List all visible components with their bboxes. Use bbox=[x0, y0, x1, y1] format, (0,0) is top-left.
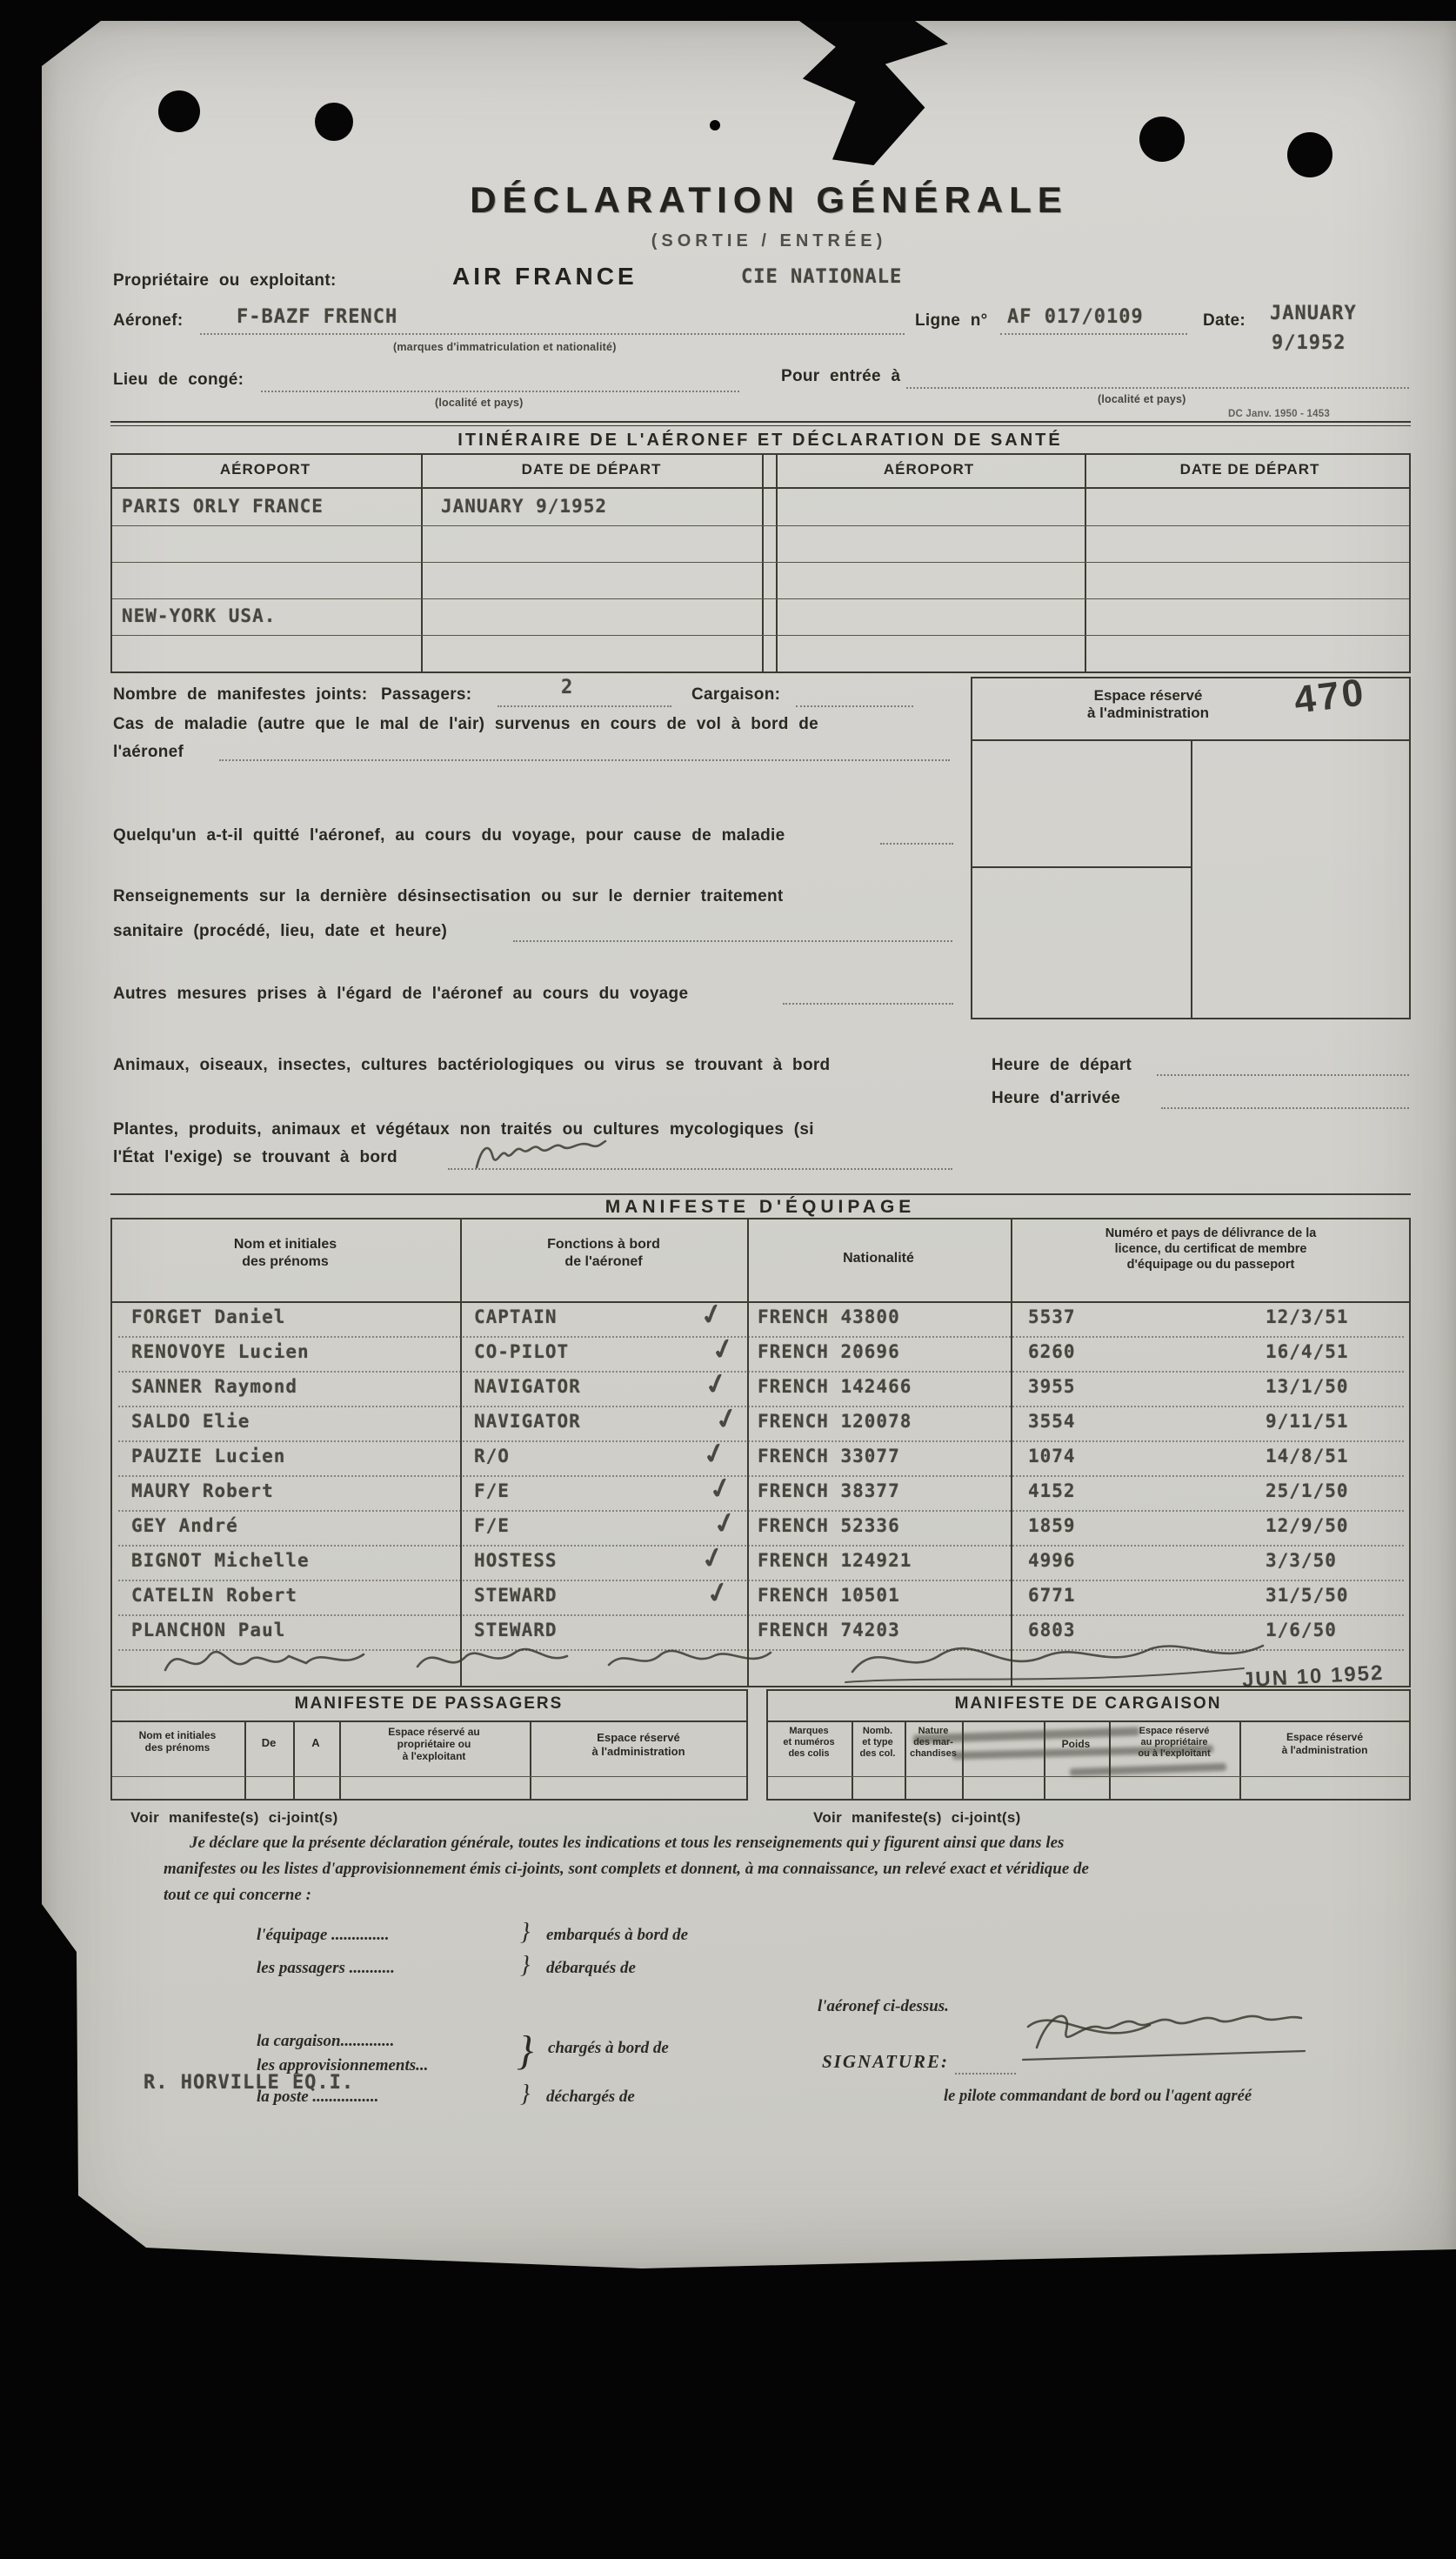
col-passenger-name: des prénoms bbox=[144, 1741, 210, 1754]
cargo-manifest-title: MANIFESTE DE CARGAISON bbox=[954, 1694, 1222, 1713]
col-marks: Marques bbox=[789, 1726, 829, 1736]
crew-license-date: 3/3/50 bbox=[1266, 1550, 1337, 1571]
col-number-type: Nomb. bbox=[862, 1726, 893, 1736]
table-divider bbox=[530, 1720, 531, 1801]
brace: } bbox=[520, 1919, 531, 1946]
arrival-time-label: Heure d'arrivée bbox=[992, 1089, 1121, 1107]
crew-function: HOSTESS bbox=[474, 1550, 558, 1571]
row-line bbox=[118, 1336, 1404, 1338]
crew-license-date: 13/1/50 bbox=[1266, 1376, 1349, 1397]
table-line bbox=[768, 1776, 1409, 1777]
aircraft-above-text: l'aéronef ci-dessus. bbox=[818, 1997, 949, 2015]
crew-license: 4152 bbox=[1028, 1480, 1076, 1501]
crew-license: 6260 bbox=[1028, 1341, 1076, 1362]
table-divider bbox=[293, 1720, 295, 1801]
declaration-line1: Je déclare que la présente déclaration générale, toutes les indications et tous les renseignements qui y figurent ainsi que dans les bbox=[190, 1834, 1065, 1852]
owner-value: AIR FRANCE bbox=[452, 263, 638, 290]
col-admin-space: Espace réservé bbox=[597, 1731, 680, 1744]
row-line bbox=[118, 1580, 1404, 1581]
crew-nationality: FRENCH 120078 bbox=[758, 1411, 912, 1432]
q-animals: Animaux, oiseaux, insectes, cultures bactériologiques ou virus se trouvant à bord bbox=[113, 1056, 831, 1074]
crew-license: 1859 bbox=[1028, 1515, 1076, 1536]
leave-label: Lieu de congé: bbox=[113, 371, 244, 389]
disembarked-text: débarqués de bbox=[546, 1959, 636, 1977]
table-line bbox=[110, 487, 1411, 489]
table-divider bbox=[1011, 1218, 1012, 1687]
divider bbox=[110, 1193, 1411, 1195]
signature-label: SIGNATURE: bbox=[822, 2051, 950, 2072]
crew-license-date: 12/9/50 bbox=[1266, 1515, 1349, 1536]
crew-name: SALDO Elie bbox=[131, 1411, 250, 1432]
aircraft-label: Aéronef: bbox=[113, 311, 184, 330]
entry-note: (localité et pays) bbox=[1098, 393, 1186, 405]
dotted-line bbox=[261, 390, 739, 392]
item-supplies: les approvisionnements... bbox=[257, 2056, 429, 2075]
row-line bbox=[118, 1614, 1404, 1616]
item-mail: la poste ................ bbox=[257, 2088, 379, 2106]
checkmark: ✓ bbox=[701, 1366, 731, 1402]
col-nature: chandises bbox=[910, 1748, 957, 1759]
crew-name: GEY André bbox=[131, 1515, 238, 1536]
departure-time-label: Heure de départ bbox=[992, 1056, 1132, 1074]
brace: } bbox=[517, 2028, 534, 2074]
date-stamp: JUN 10 1952 bbox=[1241, 1660, 1386, 1693]
crew-function: STEWARD bbox=[474, 1620, 558, 1640]
crew-license: 1074 bbox=[1028, 1446, 1076, 1467]
crew-name: FORGET Daniel bbox=[131, 1306, 286, 1327]
line-value: AF 017/0109 bbox=[1007, 306, 1144, 328]
table-line bbox=[766, 1720, 1411, 1722]
row-line bbox=[118, 1510, 1404, 1512]
checkmark: ✓ bbox=[710, 1505, 740, 1541]
crew-nationality: FRENCH 33077 bbox=[758, 1446, 900, 1467]
col-number-type: et type bbox=[862, 1737, 893, 1747]
dotted-line bbox=[200, 332, 905, 335]
table-divider bbox=[460, 1218, 462, 1687]
checkmark: ✓ bbox=[708, 1331, 738, 1367]
document-title: DÉCLARATION GÉNÉRALE bbox=[470, 179, 1068, 220]
dotted-line bbox=[880, 842, 953, 845]
admin-box-label: Espace réservé bbox=[1093, 687, 1203, 704]
itinerary-date: JANUARY 9/1952 bbox=[441, 496, 608, 517]
owner-label: Propriétaire ou exploitant: bbox=[113, 271, 337, 290]
col-operator-space: ou à l'exploitant bbox=[1138, 1748, 1211, 1759]
col-airport: AÉROPORT bbox=[883, 461, 975, 478]
crew-col-license: d'équipage ou du passeport bbox=[1126, 1258, 1295, 1272]
crew-nationality: FRENCH 38377 bbox=[758, 1480, 900, 1501]
aircraft-value: F-BAZF FRENCH bbox=[237, 306, 398, 328]
crew-manifest-title: MANIFESTE D'ÉQUIPAGE bbox=[604, 1197, 916, 1217]
col-admin-space: à l'administration bbox=[591, 1745, 685, 1758]
crew-function: NAVIGATOR bbox=[474, 1376, 581, 1397]
table-divider bbox=[339, 1720, 341, 1801]
embarked-text: embarqués à bord de bbox=[546, 1926, 689, 1944]
col-admin-space: Espace réservé bbox=[1286, 1731, 1364, 1743]
col-departure: DATE DE DÉPART bbox=[1179, 461, 1320, 478]
admin-box-label: à l'administration bbox=[1086, 705, 1210, 721]
handwritten-note bbox=[470, 1131, 609, 1181]
col-marks: et numéros bbox=[783, 1737, 835, 1747]
crew-license: 3955 bbox=[1028, 1376, 1076, 1397]
crew-col-license: licence, du certificat de membre bbox=[1114, 1242, 1307, 1256]
signature-caption: le pilote commandant de bord ou l'agent agréé bbox=[944, 2088, 1252, 2105]
row-line bbox=[118, 1475, 1404, 1477]
crew-license-date: 14/8/51 bbox=[1266, 1446, 1349, 1467]
crew-nationality: FRENCH 52336 bbox=[758, 1515, 900, 1536]
punch-hole bbox=[1139, 117, 1185, 162]
q-left-aircraft: Quelqu'un a-t-il quitté l'aéronef, au cours du voyage, pour cause de maladie bbox=[113, 826, 785, 845]
crew-nationality: FRENCH 124921 bbox=[758, 1550, 912, 1571]
checkmark: ✓ bbox=[703, 1574, 733, 1611]
col-operator-space: au propriétaire bbox=[1140, 1737, 1208, 1747]
table-line bbox=[110, 1301, 1411, 1303]
table-divider bbox=[1239, 1720, 1241, 1801]
crew-license: 6803 bbox=[1028, 1620, 1076, 1640]
crew-license-date: 12/3/51 bbox=[1266, 1306, 1349, 1327]
crew-col-function: de l'aéronef bbox=[564, 1254, 643, 1269]
crew-name: PLANCHON Paul bbox=[131, 1620, 286, 1640]
col-marks: des colis bbox=[788, 1748, 830, 1759]
agent-name: R. HORVILLE EQ.I. bbox=[144, 2072, 355, 2094]
passengers-value: 2 bbox=[561, 677, 574, 698]
cargo-label: Cargaison: bbox=[691, 685, 781, 704]
q-illness-1: Cas de maladie (autre que le mal de l'air) survenus en cours de vol à bord de bbox=[113, 715, 819, 733]
row-line bbox=[118, 1406, 1404, 1407]
checkmark: ✓ bbox=[699, 1435, 730, 1472]
table-divider bbox=[1085, 453, 1086, 673]
form-reference: DC Janv. 1950 - 1453 bbox=[1228, 409, 1330, 419]
table-line bbox=[112, 598, 1409, 599]
crew-col-nationality: Nationalité bbox=[843, 1251, 914, 1266]
passengers-label: Passagers: bbox=[381, 685, 472, 704]
declaration-line2: manifestes ou les listes d'approvisionnement émis ci-joints, sont complets et donnent, à ma connaissance, un relevé exact et véridique de bbox=[164, 1860, 1089, 1878]
cargo-note: Voir manifeste(s) ci-joint(s) bbox=[813, 1809, 1021, 1826]
col-from: De bbox=[261, 1736, 277, 1749]
leave-note: (localité et pays) bbox=[435, 397, 524, 409]
dotted-line bbox=[796, 705, 913, 707]
crew-nationality: FRENCH 74203 bbox=[758, 1620, 900, 1640]
date-month: JANUARY bbox=[1270, 303, 1357, 324]
checkmark: ✓ bbox=[697, 1296, 727, 1333]
col-passenger-name: Nom et initiales bbox=[138, 1729, 217, 1741]
table-divider bbox=[762, 453, 764, 673]
dotted-line bbox=[219, 758, 950, 761]
col-weight: Poids bbox=[1061, 1738, 1091, 1750]
owner-company: CIE NATIONALE bbox=[741, 266, 903, 288]
table-divider bbox=[776, 453, 778, 673]
itinerary-airport: PARIS ORLY FRANCE bbox=[122, 496, 324, 517]
checkmark: ✓ bbox=[711, 1400, 742, 1437]
brace: } bbox=[520, 1952, 531, 1979]
q-plants-2: l'État l'exige) se trouvant à bord bbox=[113, 1148, 397, 1166]
row-line bbox=[118, 1440, 1404, 1442]
col-number-type: des col. bbox=[859, 1748, 896, 1759]
brace: } bbox=[520, 2081, 531, 2108]
dotted-line bbox=[498, 705, 671, 707]
punch-hole bbox=[1287, 132, 1332, 177]
crew-function: NAVIGATOR bbox=[474, 1411, 581, 1432]
crew-function: F/E bbox=[474, 1515, 510, 1536]
col-to: A bbox=[311, 1736, 320, 1749]
q-disinsect-2: sanitaire (procédé, lieu, date et heure) bbox=[113, 922, 448, 940]
crew-name: MAURY Robert bbox=[131, 1480, 274, 1501]
divider bbox=[110, 421, 1411, 426]
crew-function: R/O bbox=[474, 1446, 510, 1467]
punch-hole bbox=[158, 90, 200, 132]
entry-label: Pour entrée à bbox=[781, 367, 901, 385]
crew-function: F/E bbox=[474, 1480, 510, 1501]
table-divider bbox=[747, 1218, 749, 1687]
table-divider bbox=[852, 1720, 853, 1801]
table-divider bbox=[905, 1720, 906, 1801]
itinerary-title: ITINÉRAIRE DE L'AÉRONEF ET DÉCLARATION DE SANTÉ bbox=[458, 431, 1063, 450]
dotted-line bbox=[1161, 1106, 1409, 1109]
table-divider bbox=[421, 453, 423, 673]
q-plants-1: Plantes, produits, animaux et végétaux non traités ou cultures mycologiques (si bbox=[113, 1120, 814, 1139]
date-label: Date: bbox=[1203, 311, 1246, 330]
dotted-line bbox=[1000, 332, 1187, 335]
crew-name: CATELIN Robert bbox=[131, 1585, 298, 1606]
crew-function: CAPTAIN bbox=[474, 1306, 558, 1327]
declaration-line3: tout ce qui concerne : bbox=[164, 1886, 311, 1904]
col-airport: AÉROPORT bbox=[219, 461, 311, 478]
item-cargo: la cargaison............. bbox=[257, 2032, 395, 2050]
crew-license-date: 1/6/50 bbox=[1266, 1620, 1337, 1640]
crew-license-date: 25/1/50 bbox=[1266, 1480, 1349, 1501]
table-line bbox=[110, 1720, 748, 1722]
q-disinsect-1: Renseignements sur la dernière désinsectisation ou sur le dernier traitement bbox=[113, 887, 784, 905]
crew-col-name: Nom et initiales bbox=[233, 1237, 337, 1252]
table-line bbox=[112, 1776, 746, 1777]
crew-nationality: FRENCH 43800 bbox=[758, 1306, 900, 1327]
row-line bbox=[118, 1371, 1404, 1373]
date-day: 9/1952 bbox=[1272, 332, 1346, 354]
crew-license-date: 31/5/50 bbox=[1266, 1585, 1349, 1606]
handwritten-signature bbox=[1018, 1999, 1331, 2072]
dotted-line bbox=[955, 2072, 1016, 2075]
ink-spot bbox=[710, 120, 720, 130]
table-line bbox=[112, 525, 1409, 526]
punch-hole bbox=[315, 103, 353, 141]
line-label: Ligne n° bbox=[915, 311, 988, 330]
col-admin-space: à l'administration bbox=[1281, 1744, 1368, 1756]
crew-license: 4996 bbox=[1028, 1550, 1076, 1571]
document-subtitle: (SORTIE / ENTRÉE) bbox=[651, 231, 887, 251]
checkmark: ✓ bbox=[698, 1540, 728, 1576]
crew-col-function: Fonctions à bord bbox=[547, 1237, 660, 1252]
row-line bbox=[118, 1545, 1404, 1547]
crew-name: RENOVOYE Lucien bbox=[131, 1341, 310, 1362]
table-line bbox=[971, 866, 1191, 868]
passenger-note: Voir manifeste(s) ci-joint(s) bbox=[130, 1809, 338, 1826]
crew-col-license: Numéro et pays de délivrance de la bbox=[1105, 1226, 1317, 1240]
handwritten-annotation bbox=[157, 1630, 1279, 1696]
crew-license: 3554 bbox=[1028, 1411, 1076, 1432]
item-passengers: les passagers ........... bbox=[257, 1959, 395, 1977]
crew-col-name: des prénoms bbox=[242, 1254, 329, 1269]
crew-nationality: FRENCH 20696 bbox=[758, 1341, 900, 1362]
passenger-manifest-title: MANIFESTE DE PASSAGERS bbox=[294, 1694, 564, 1713]
col-nature: Nature bbox=[918, 1726, 949, 1736]
itinerary-airport: NEW-YORK USA. bbox=[122, 605, 277, 626]
col-operator-space: Espace réservé bbox=[1139, 1726, 1210, 1736]
crew-name: PAUZIE Lucien bbox=[131, 1446, 286, 1467]
table-divider bbox=[244, 1720, 246, 1801]
col-departure: DATE DE DÉPART bbox=[521, 461, 662, 478]
aircraft-note: (marques d'immatriculation et nationalité) bbox=[393, 341, 617, 353]
loaded-text: chargés à bord de bbox=[548, 2039, 669, 2057]
crew-function: STEWARD bbox=[474, 1585, 558, 1606]
col-operator-space: propriétaire ou bbox=[397, 1738, 471, 1750]
manifests-label: Nombre de manifestes joints: bbox=[113, 685, 368, 704]
dotted-line bbox=[1157, 1073, 1409, 1076]
table-line bbox=[112, 562, 1409, 563]
table-divider bbox=[1191, 739, 1192, 1019]
col-operator-space: à l'exploitant bbox=[402, 1750, 466, 1762]
admin-stamp-number: 470 bbox=[1292, 671, 1369, 722]
crew-license: 5537 bbox=[1028, 1306, 1076, 1327]
dotted-line bbox=[783, 1002, 953, 1005]
dotted-line bbox=[906, 386, 1409, 389]
crew-name: SANNER Raymond bbox=[131, 1376, 298, 1397]
q-other-measures: Autres mesures prises à l'égard de l'aéronef au cours du voyage bbox=[113, 985, 689, 1003]
checkmark: ✓ bbox=[705, 1470, 736, 1507]
crew-license: 6771 bbox=[1028, 1585, 1076, 1606]
item-crew: l'équipage .............. bbox=[257, 1926, 390, 1944]
crew-name: BIGNOT Michelle bbox=[131, 1550, 310, 1571]
col-nature: des mar- bbox=[913, 1737, 953, 1747]
crew-function: CO-PILOT bbox=[474, 1341, 570, 1362]
dotted-line bbox=[513, 939, 952, 942]
col-operator-space: Espace réservé au bbox=[388, 1726, 480, 1738]
table-line bbox=[112, 635, 1409, 636]
crew-license-date: 9/11/51 bbox=[1266, 1411, 1349, 1432]
crew-nationality: FRENCH 142466 bbox=[758, 1376, 912, 1397]
itinerary-table bbox=[110, 453, 1411, 673]
q-illness-2: l'aéronef bbox=[113, 743, 184, 761]
unloaded-text: déchargés de bbox=[546, 2088, 635, 2106]
crew-license-date: 16/4/51 bbox=[1266, 1341, 1349, 1362]
crew-nationality: FRENCH 10501 bbox=[758, 1585, 900, 1606]
